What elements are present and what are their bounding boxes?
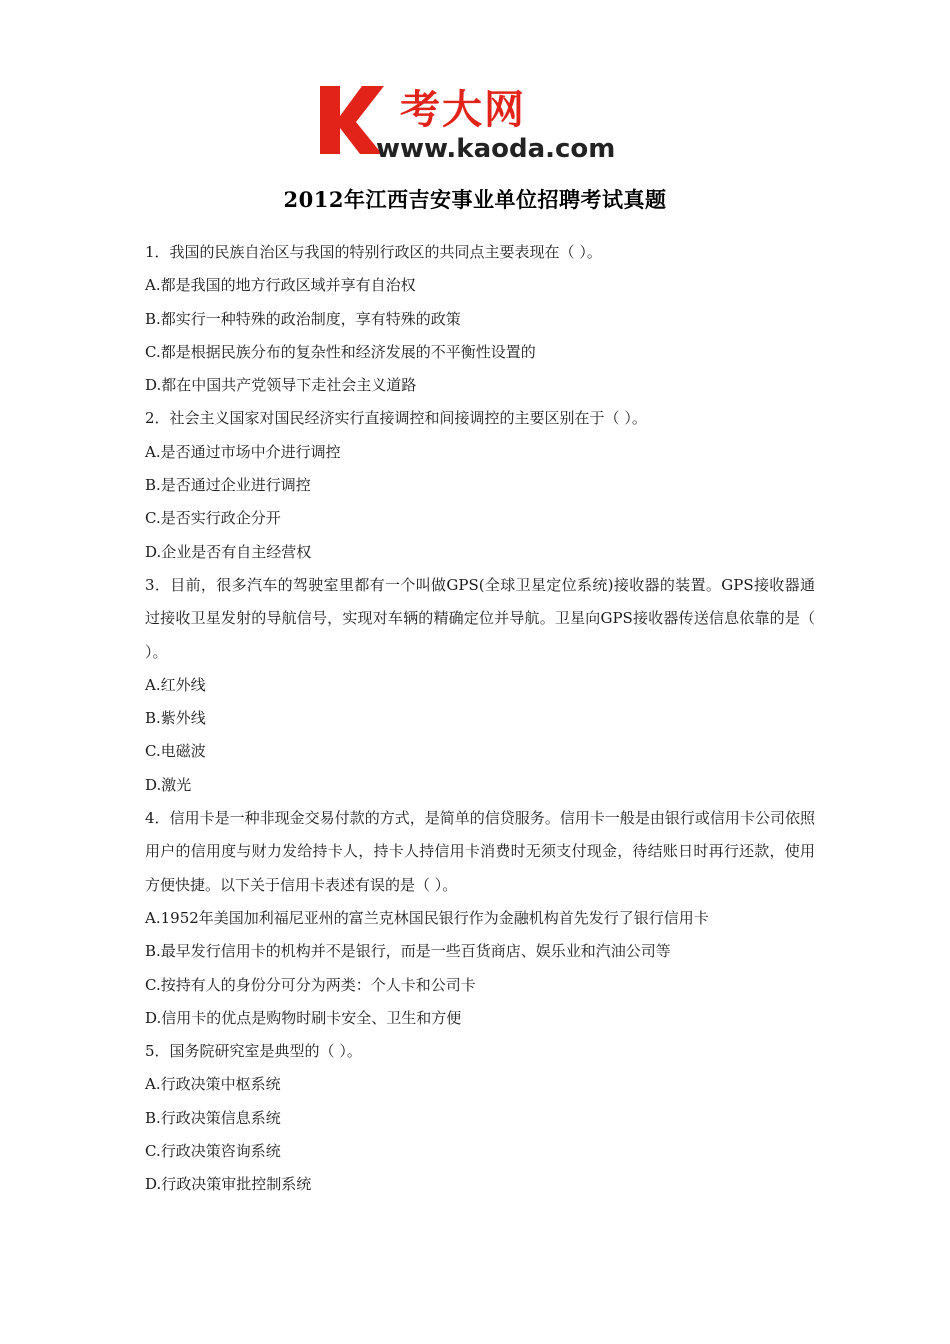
document-title: 2012年江西吉安事业单位招聘考试真题 (283, 187, 667, 212)
kaoda-logo-graphic (318, 78, 648, 164)
answer-option: B.都实行一种特殊的政治制度，享有特殊的政策 (145, 309, 461, 328)
answer-option: A.行政决策中枢系统 (145, 1075, 281, 1094)
answer-option: A.是否通过市场中介进行调控 (145, 442, 341, 461)
answer-option: B.最早发行信用卡的机构并不是银行，而是一些百货商店、娱乐业和汽油公司等 (145, 942, 671, 961)
answer-option: B.行政决策信息系统 (145, 1108, 281, 1127)
answer-option: D.激光 (145, 775, 192, 794)
answer-option: C.按持有人的身份分可分为两类：个人卡和公司卡 (145, 975, 476, 994)
logo-k-mark (320, 86, 384, 154)
answer-option: B.紫外线 (145, 709, 206, 728)
question-list (145, 236, 815, 1202)
answer-option: A.都是我国的地方行政区域并享有自治权 (145, 276, 416, 295)
question-stem: 2．社会主义国家对国民经济实行直接调控和间接调控的主要区别在于（ ）。 (145, 409, 647, 428)
answer-option: C.电磁波 (145, 742, 206, 761)
answer-option: D.信用卡的优点是购物时刷卡安全、卫生和方便 (145, 1008, 462, 1027)
question-stem: 5．国务院研究室是典型的（ ）。 (145, 1042, 362, 1061)
answer-option: B.是否通过企业进行调控 (145, 476, 311, 495)
answer-option: D.企业是否有自主经营权 (145, 542, 312, 561)
logo-url-text: www.kaoda.com (376, 134, 616, 164)
logo-brand-text: 考大网 (400, 87, 526, 133)
answer-option: A.红外线 (145, 675, 206, 694)
question-stem: 4．信用卡是一种非现金交易付款的方式，是简单的信贷服务。信用卡一般是由银行或信用卡公司依照用户的信用度与财力发给持卡人，持卡人持信用卡消费时无须支付现金，待结账日时再行还款，使用方便快捷。以下关于信用卡表述有误的是（ ）。 (145, 809, 815, 894)
answer-option: D.都在中国共产党领导下走社会主义道路 (145, 376, 417, 395)
kaoda-logo (318, 78, 648, 164)
answer-option: C.行政决策咨询系统 (145, 1142, 281, 1161)
question-stem: 3．目前，很多汽车的驾驶室里都有一个叫做GPS(全球卫星定位系统)接收器的装置。GPS接收器通过接收卫星发射的导航信号，实现对车辆的精确定位并导航。卫星向GPS接收器传送信息依靠的是（ ）。 (145, 575, 815, 661)
answer-option: A.1952年美国加利福尼亚州的富兰克林国民银行作为金融机构首先发行了银行信用卡 (145, 908, 709, 927)
answer-option: D.行政决策审批控制系统 (145, 1175, 312, 1194)
question-stem: 1．我国的民族自治区与我国的特别行政区的共同点主要表现在（ ）。 (145, 243, 602, 261)
answer-option: C.是否实行政企分开 (145, 509, 281, 528)
answer-option: C.都是根据民族分布的复杂性和经济发展的不平衡性设置的 (145, 342, 536, 361)
